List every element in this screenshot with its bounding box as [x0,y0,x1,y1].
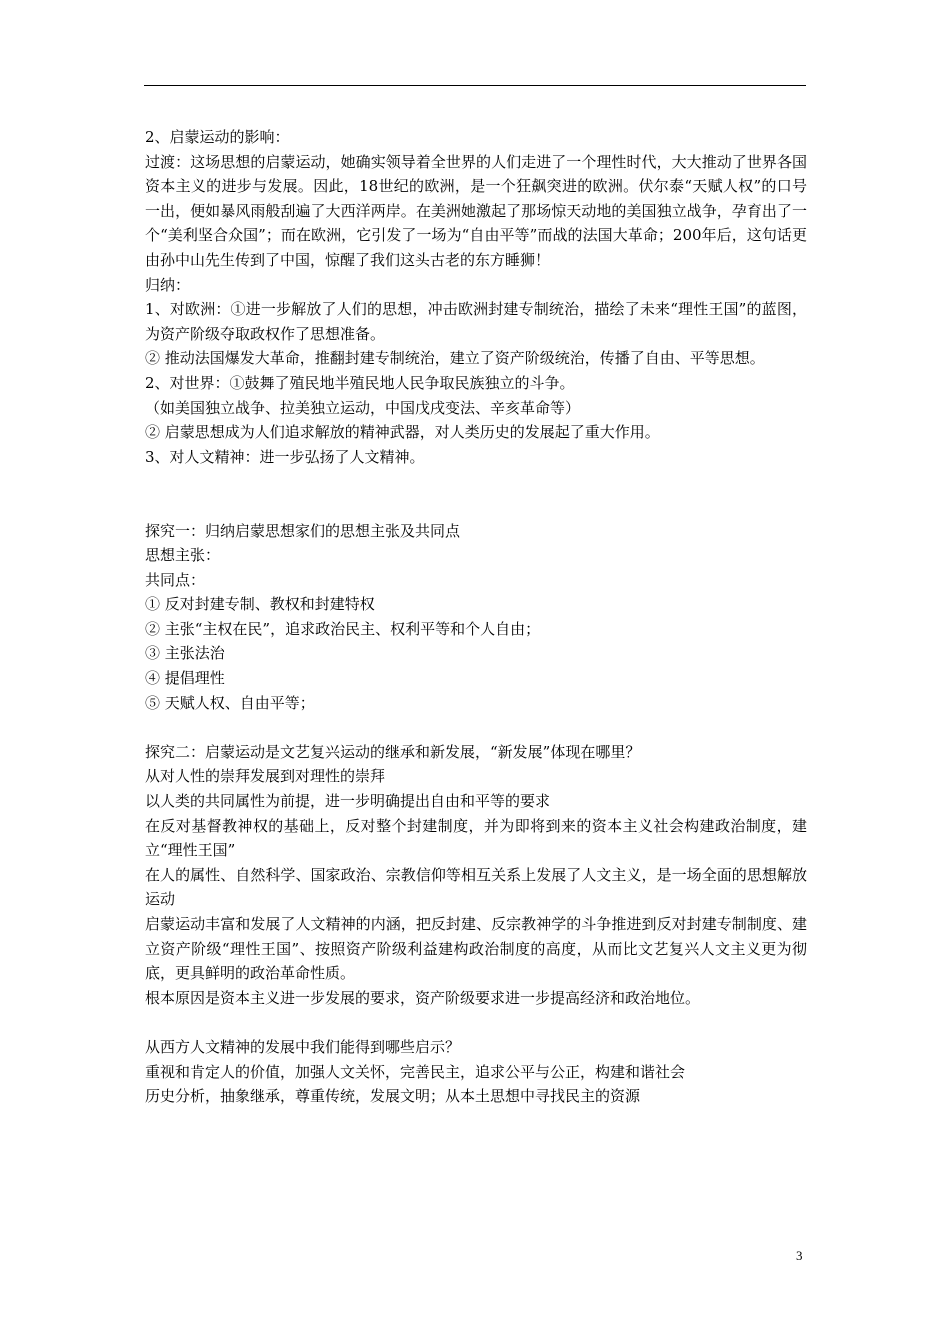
summary-item: ② 启蒙思想成为人们追求解放的精神武器，对人类历史的发展起了重大作用。 [145,423,660,442]
summary-item: （如美国独立战争、拉美独立运动，中国戊戌变法、辛亥革命等） [145,398,581,417]
document-body [145,125,815,1109]
inquiry1-item: ① 反对封建专制、教权和封建特权 [145,595,375,614]
inquiry1-item: ② 主张“主权在民”，追求政治民主、权利平等和个人自由； [145,619,541,638]
summary-item: 3、对人文精神：进一步弘扬了人文精神。 [145,447,425,466]
inspiration-answer: 重视和肯定人的价值，加强人文关怀，完善民主，追求公平与公正，构建和谐社会 [145,1062,686,1081]
inquiry2-point: 在反对基督教神权的基础上，反对整个封建制度，并为即将到来的资本主义社会构建政治制度，建立“理性王国” [145,816,807,860]
summary-item: 1、对欧洲：①进一步解放了人们的思想，冲击欧洲封建专制统治，描绘了未来“理性王国”的蓝图，为资产阶级夺取政权作了思想准备。 [145,300,807,343]
inspiration-question: 从西方人文精神的发展中我们能得到哪些启示？ [145,1037,461,1056]
inquiry1-item: ⑤ 天赋人权、自由平等； [145,693,315,712]
summary-label: 归纳： [145,275,191,294]
section-title: 2、启蒙运动的影响： [145,128,290,146]
inquiry2-point: 在人的属性、自然科学、国家政治、宗教信仰等相互关系上发展了人文主义，是一场全面的思想解放运动 [145,865,807,909]
page-number: 3 [796,1248,803,1263]
inquiry1-item: ④ 提倡理性 [145,669,225,688]
inquiry1-ideas-label: 思想主张： [145,546,221,565]
inspiration-answer: 历史分析，抽象继承，尊重传统，发展文明；从本土思想中寻找民主的资源 [145,1087,641,1106]
summary-item: ② 推动法国爆发大革命，推翻封建专制统治，建立了资产阶级统治，传播了自由、平等思想。 [145,349,765,368]
header-rule [144,85,806,86]
inquiry1-common-label: 共同点： [145,570,206,589]
inquiry1-title: 探究一：归纳启蒙思想家们的思想主张及共同点 [145,521,461,540]
inquiry2-point: 根本原因是资本主义进一步发展的要求，资产阶级要求进一步提高经济和政治地位。 [145,988,701,1007]
inquiry2-point: 启蒙运动丰富和发展了人文精神的内涵，把反封建、反宗教神学的斗争推进到反对封建专制制度、建立资产阶级“理性王国”、按照资产阶级利益建构政治制度的高度，从而比文艺复兴人文主义更为彻底，更具鲜明的政治革命性质。 [145,915,807,983]
inquiry2-point: 从对人性的崇拜发展到对理性的崇拜 [145,767,386,786]
inquiry2-point: 以人类的共同属性为前提，进一步明确提出自由和平等的要求 [145,792,551,811]
inquiry1-item: ③ 主张法治 [145,644,225,663]
summary-item: 2、对世界：①鼓舞了殖民地半殖民地人民争取民族独立的斗争。 [145,373,575,392]
inquiry2-title: 探究二：启蒙运动是文艺复兴运动的继承和新发展，“新发展”体现在哪里？ [145,742,641,761]
transition-paragraph: 过渡：这场思想的启蒙运动，她确实领导着全世界的人们走进了一个理性时代，大大推动了世界各国资本主义的进步与发展。因此，18世纪的欧洲，是一个狂飙突进的欧洲。伏尔泰“天赋人权”的口号一出，便如暴风雨般刮遍了大西洋两岸。在美洲她激起了那场惊天动地的美国独立战争，孕育出了一个“美利坚合众国”；而在欧洲，它引发了一场为“自由平等”而战的法国大革命；200年后，这句话更由孙中山先生传到了中国，惊醒了我们这头古老的东方睡狮！ [145,152,807,269]
